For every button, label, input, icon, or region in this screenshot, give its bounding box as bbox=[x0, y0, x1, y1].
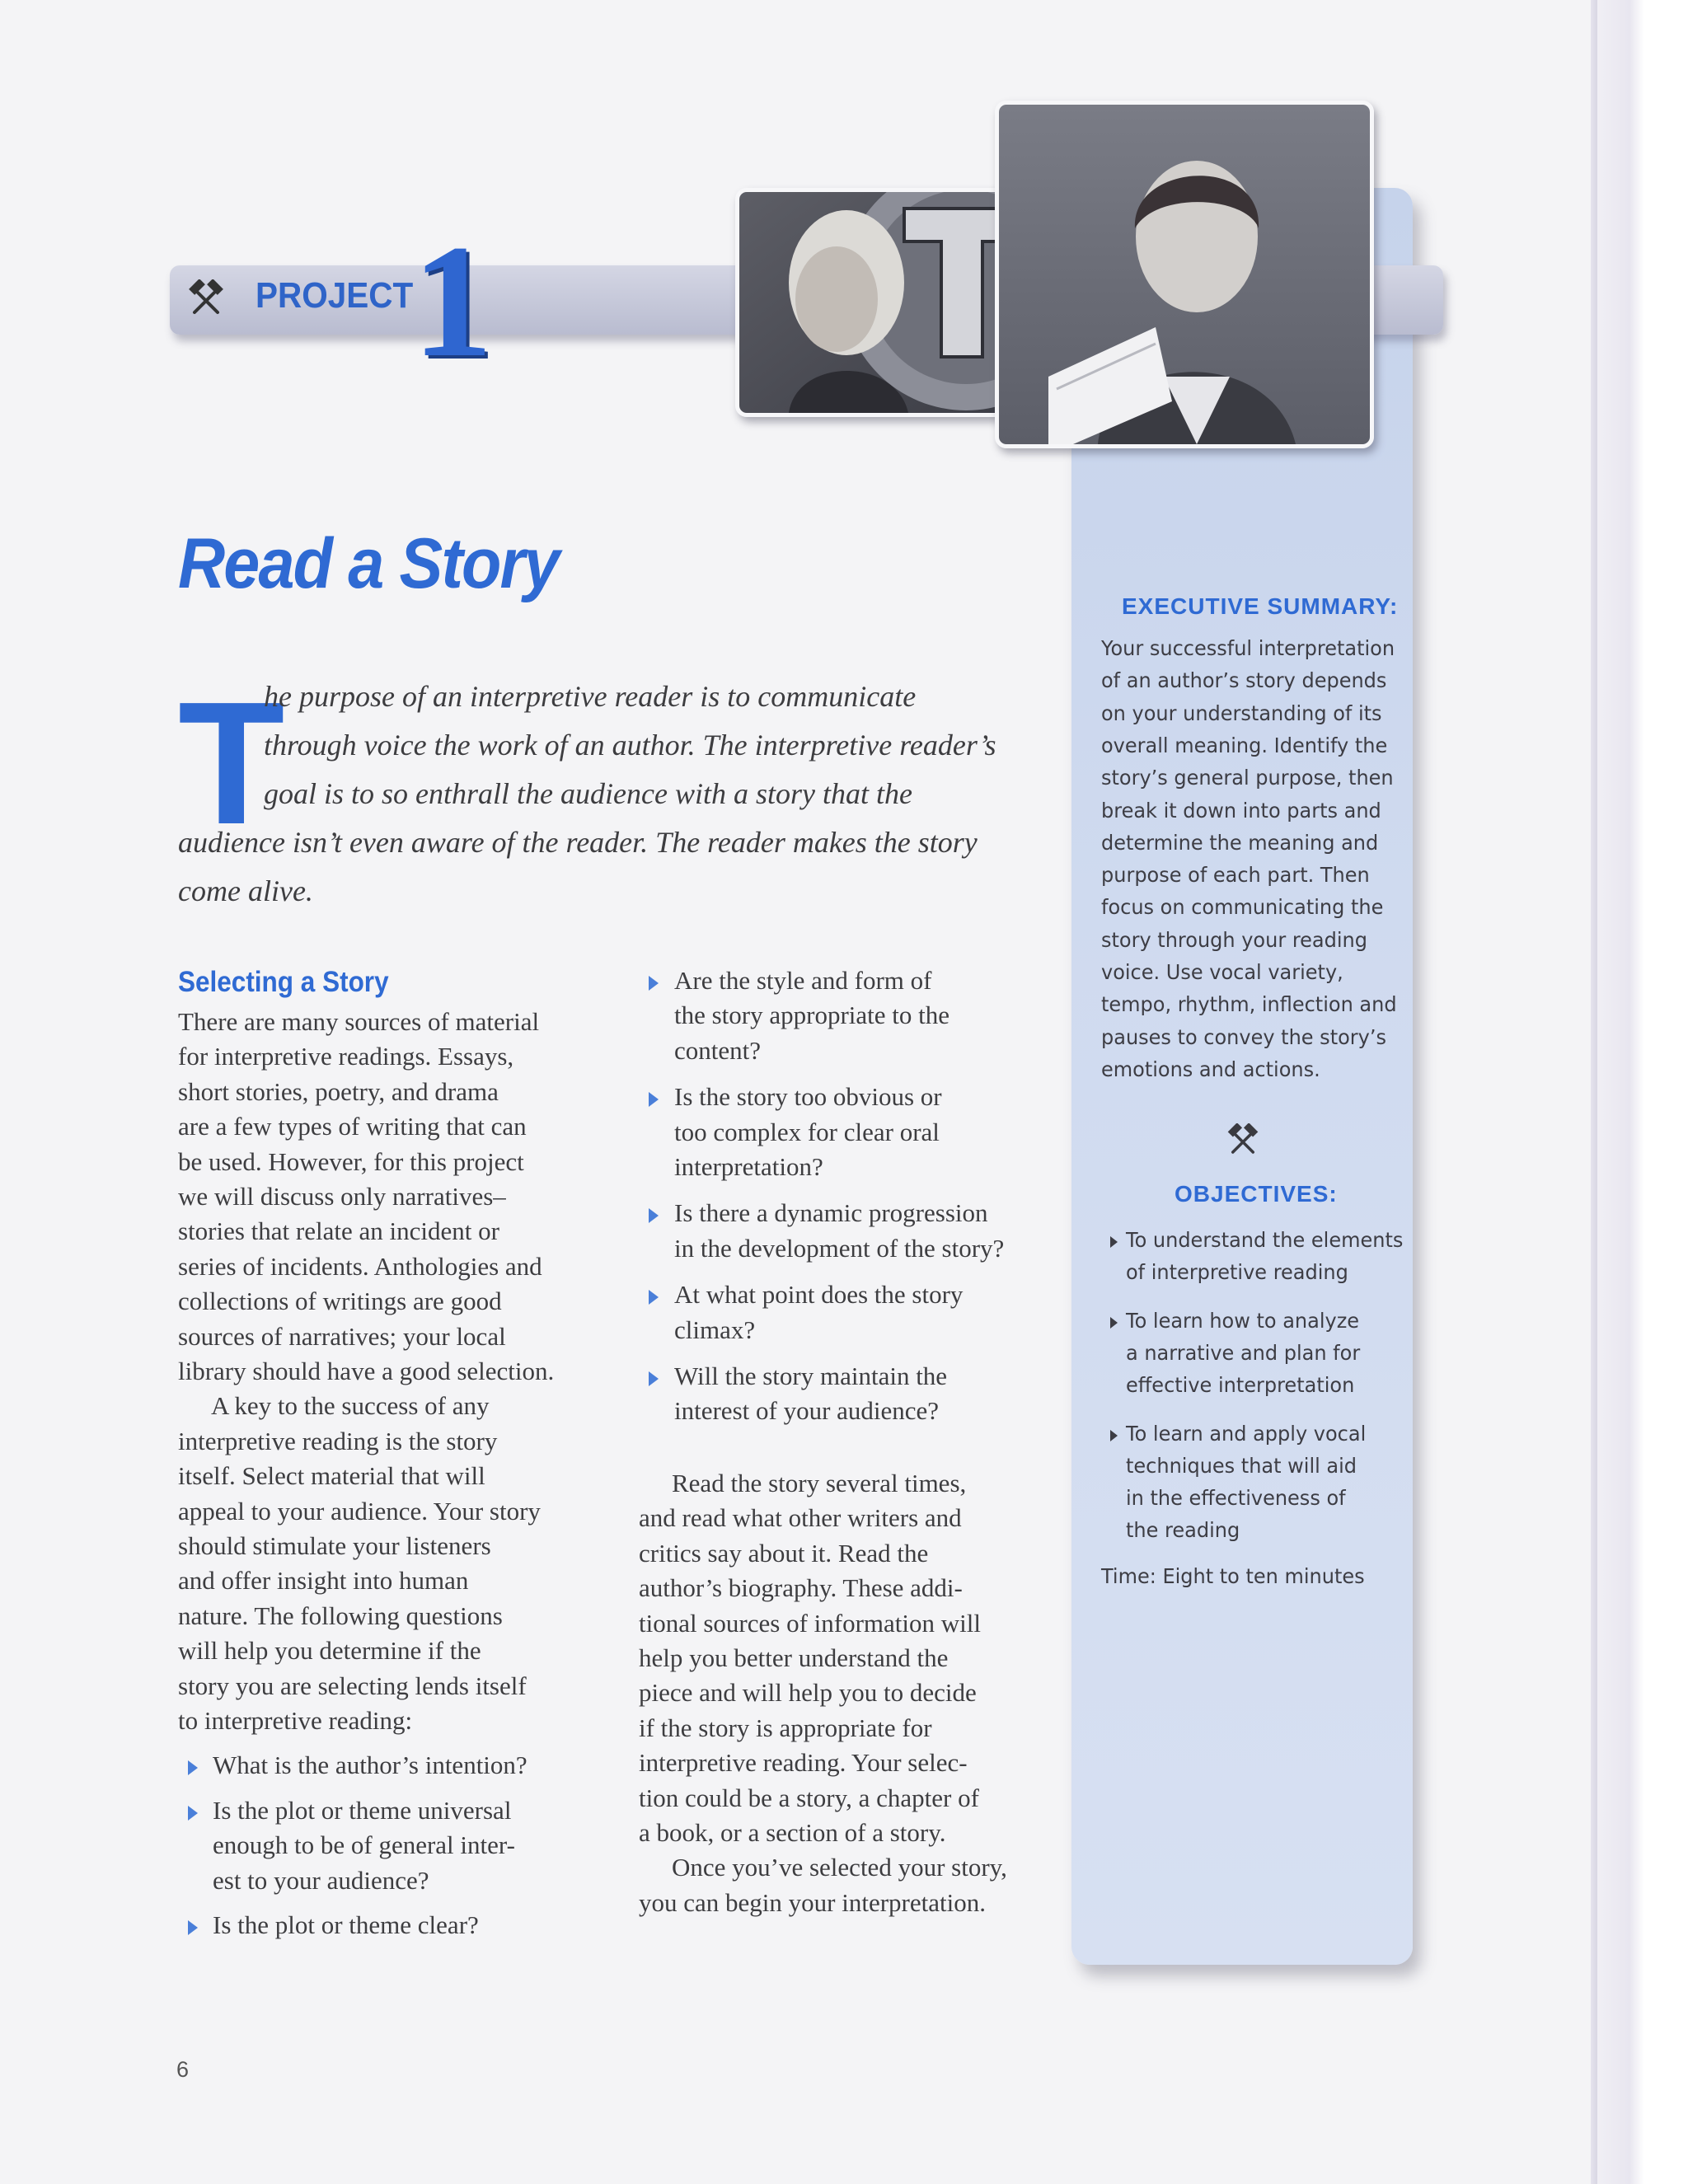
bullet-arrow-icon bbox=[649, 1208, 659, 1223]
body-text-line: library should have a good selection. bbox=[178, 1357, 555, 1385]
page-edge bbox=[1591, 0, 1597, 2184]
summary-text-line: voice. Use vocal variety, bbox=[1101, 960, 1343, 984]
summary-text-line: break it down into parts and bbox=[1101, 798, 1381, 823]
body-text-line: are a few types of writing that can bbox=[178, 1112, 527, 1141]
body-text-line: stories that relate an incident or bbox=[178, 1216, 499, 1246]
bullet-text-line: Is there a dynamic progression bbox=[674, 1198, 988, 1228]
drop-cap: T bbox=[178, 665, 285, 860]
bullet-text-line: enough to be of general inter- bbox=[213, 1830, 515, 1860]
body-text-line: will help you determine if the bbox=[178, 1636, 481, 1666]
body-text-line: short stories, poetry, and drama bbox=[178, 1076, 499, 1106]
bullet-text-line: What is the author’s intention? bbox=[213, 1750, 528, 1780]
objective-text-line: of interpretive reading bbox=[1126, 1260, 1348, 1284]
page-shade bbox=[1591, 0, 1688, 2184]
photo-woman-holding-papers bbox=[995, 101, 1374, 448]
bullet-arrow-icon bbox=[1110, 1236, 1118, 1248]
executive-summary-heading: EXECUTIVE SUMMARY: bbox=[1122, 593, 1399, 619]
summary-text-line: of an author’s story depends bbox=[1101, 668, 1387, 693]
objective-text-line: in the effectiveness of bbox=[1126, 1486, 1346, 1510]
page-number: 6 bbox=[176, 2057, 190, 2082]
body-text-line: itself. Select material that will bbox=[178, 1461, 485, 1491]
body-text-line: series of incidents. Anthologies and bbox=[178, 1251, 542, 1281]
objective-text-line: effective interpretation bbox=[1126, 1373, 1355, 1397]
body-text-line: for interpretive readings. Essays, bbox=[178, 1042, 514, 1071]
body-text-line: critics say about it. Read the bbox=[639, 1538, 929, 1568]
body-text-line: nature. The following questions bbox=[178, 1601, 503, 1630]
intro-line: through voice the work of an author. The interpretive reader’s bbox=[264, 729, 996, 762]
bullet-text-line: interpretation? bbox=[674, 1152, 823, 1181]
bullet-arrow-icon bbox=[649, 1371, 659, 1386]
bullet-text-line: Are the style and form of bbox=[674, 966, 932, 995]
bullet-text-line: Is the plot or theme universal bbox=[213, 1795, 512, 1825]
bullet-arrow-icon bbox=[649, 976, 659, 991]
summary-text-line: determine the meaning and bbox=[1101, 830, 1379, 855]
bullet-text-line: est to your audience? bbox=[213, 1865, 429, 1895]
summary-text-line: story’s general purpose, then bbox=[1101, 766, 1394, 790]
body-text-line: Once you’ve selected your story, bbox=[672, 1853, 1007, 1882]
objective-text-line: To learn how to analyze bbox=[1126, 1309, 1360, 1333]
bullet-arrow-icon bbox=[649, 1092, 659, 1107]
summary-text-line: overall meaning. Identify the bbox=[1101, 733, 1388, 757]
body-text-line: should stimulate your listeners bbox=[178, 1531, 491, 1560]
body-text-line: you can begin your interpretation. bbox=[639, 1887, 986, 1917]
bullet-arrow-icon bbox=[188, 1920, 198, 1935]
intro-line: come alive. bbox=[178, 874, 313, 907]
body-text-line: we will discuss only narratives– bbox=[178, 1182, 506, 1211]
project-label: PROJECT bbox=[256, 275, 414, 316]
bullet-text-line: too complex for clear oral bbox=[674, 1117, 940, 1146]
body-text-line: author’s biography. These addi- bbox=[639, 1573, 963, 1603]
objective-text-line: techniques that will aid bbox=[1126, 1454, 1357, 1478]
bullet-text-line: climax? bbox=[674, 1315, 756, 1344]
bullet-arrow-icon bbox=[188, 1806, 198, 1821]
summary-text-line: purpose of each part. Then bbox=[1101, 863, 1370, 888]
photo-speaker-with-logo bbox=[735, 188, 1034, 417]
body-text-line: appeal to your audience. Your story bbox=[178, 1496, 541, 1526]
body-text-line: and read what other writers and bbox=[639, 1503, 962, 1533]
summary-text-line: Your successful interpretation bbox=[1101, 636, 1395, 660]
project-number: 1 bbox=[412, 212, 493, 391]
objective-text-line: the reading bbox=[1126, 1518, 1240, 1542]
objective-text-line: To understand the elements bbox=[1126, 1228, 1404, 1252]
body-text-line: There are many sources of material bbox=[178, 1007, 540, 1036]
summary-text-line: story through your reading bbox=[1101, 927, 1367, 952]
page-title: Read a Story bbox=[178, 524, 559, 603]
bullet-arrow-icon bbox=[649, 1290, 659, 1305]
bullet-text-line: Will the story maintain the bbox=[674, 1361, 948, 1390]
bullet-text-line: the story appropriate to the bbox=[674, 1001, 950, 1030]
section-heading: Selecting a Story bbox=[178, 966, 389, 998]
summary-text-line: on your understanding of its bbox=[1101, 701, 1382, 725]
intro-line: audience isn’t even aware of the reader. The reader makes the story bbox=[178, 826, 978, 859]
body-text-line: collections of writings are good bbox=[178, 1286, 502, 1316]
body-text-line: Read the story several times, bbox=[672, 1469, 967, 1497]
body-text-line: tion could be a story, a chapter of bbox=[639, 1783, 979, 1812]
body-text-line: piece and will help you to decide bbox=[639, 1678, 977, 1708]
body-text-line: if the story is appropriate for bbox=[639, 1713, 932, 1742]
bullet-text-line: in the development of the story? bbox=[674, 1233, 1005, 1263]
body-text-line: and offer insight into human bbox=[178, 1566, 469, 1596]
bullet-text-line: interest of your audience? bbox=[674, 1396, 940, 1426]
crossed-gavels-icon bbox=[1226, 1123, 1260, 1162]
body-text-line: interpretive reading. Your selec- bbox=[639, 1748, 968, 1778]
bullet-arrow-icon bbox=[1110, 1430, 1118, 1441]
time-estimate: Time: Eight to ten minutes bbox=[1101, 1564, 1365, 1588]
crossed-gavels-icon bbox=[186, 279, 226, 323]
body-text-line: tional sources of information will bbox=[639, 1608, 981, 1638]
body-text-line: help you better understand the bbox=[639, 1643, 949, 1672]
intro-line: he purpose of an interpretive reader is to communicate bbox=[264, 680, 917, 713]
bullet-text-line: content? bbox=[674, 1035, 762, 1065]
objective-text-line: To learn and apply vocal bbox=[1126, 1422, 1367, 1446]
summary-text-line: pauses to convey the story’s bbox=[1101, 1024, 1386, 1049]
bullet-text-line: Is the story too obvious or bbox=[674, 1082, 942, 1112]
body-text-line: sources of narratives; your local bbox=[178, 1321, 506, 1351]
body-text-line: be used. However, for this project bbox=[178, 1146, 524, 1176]
bullet-text-line: At what point does the story bbox=[674, 1280, 964, 1310]
body-text-line: story you are selecting lends itself bbox=[178, 1671, 527, 1700]
body-text-line: to interpretive reading: bbox=[178, 1706, 413, 1735]
objective-text-line: a narrative and plan for bbox=[1126, 1341, 1361, 1365]
body-text-line: A key to the success of any bbox=[211, 1391, 490, 1421]
objectives-heading: OBJECTIVES: bbox=[1175, 1181, 1338, 1207]
body-text-line: interpretive reading is the story bbox=[178, 1426, 498, 1455]
intro-line: goal is to so enthrall the audience with a story that the bbox=[264, 777, 912, 810]
bullet-arrow-icon bbox=[188, 1760, 198, 1775]
summary-text-line: focus on communicating the bbox=[1101, 895, 1384, 920]
body-text-line: a book, or a section of a story. bbox=[639, 1818, 946, 1847]
summary-text-line: emotions and actions. bbox=[1101, 1057, 1320, 1081]
summary-text-line: tempo, rhythm, inflection and bbox=[1101, 992, 1397, 1017]
bullet-arrow-icon bbox=[1110, 1317, 1118, 1329]
bullet-text-line: Is the plot or theme clear? bbox=[213, 1910, 479, 1939]
